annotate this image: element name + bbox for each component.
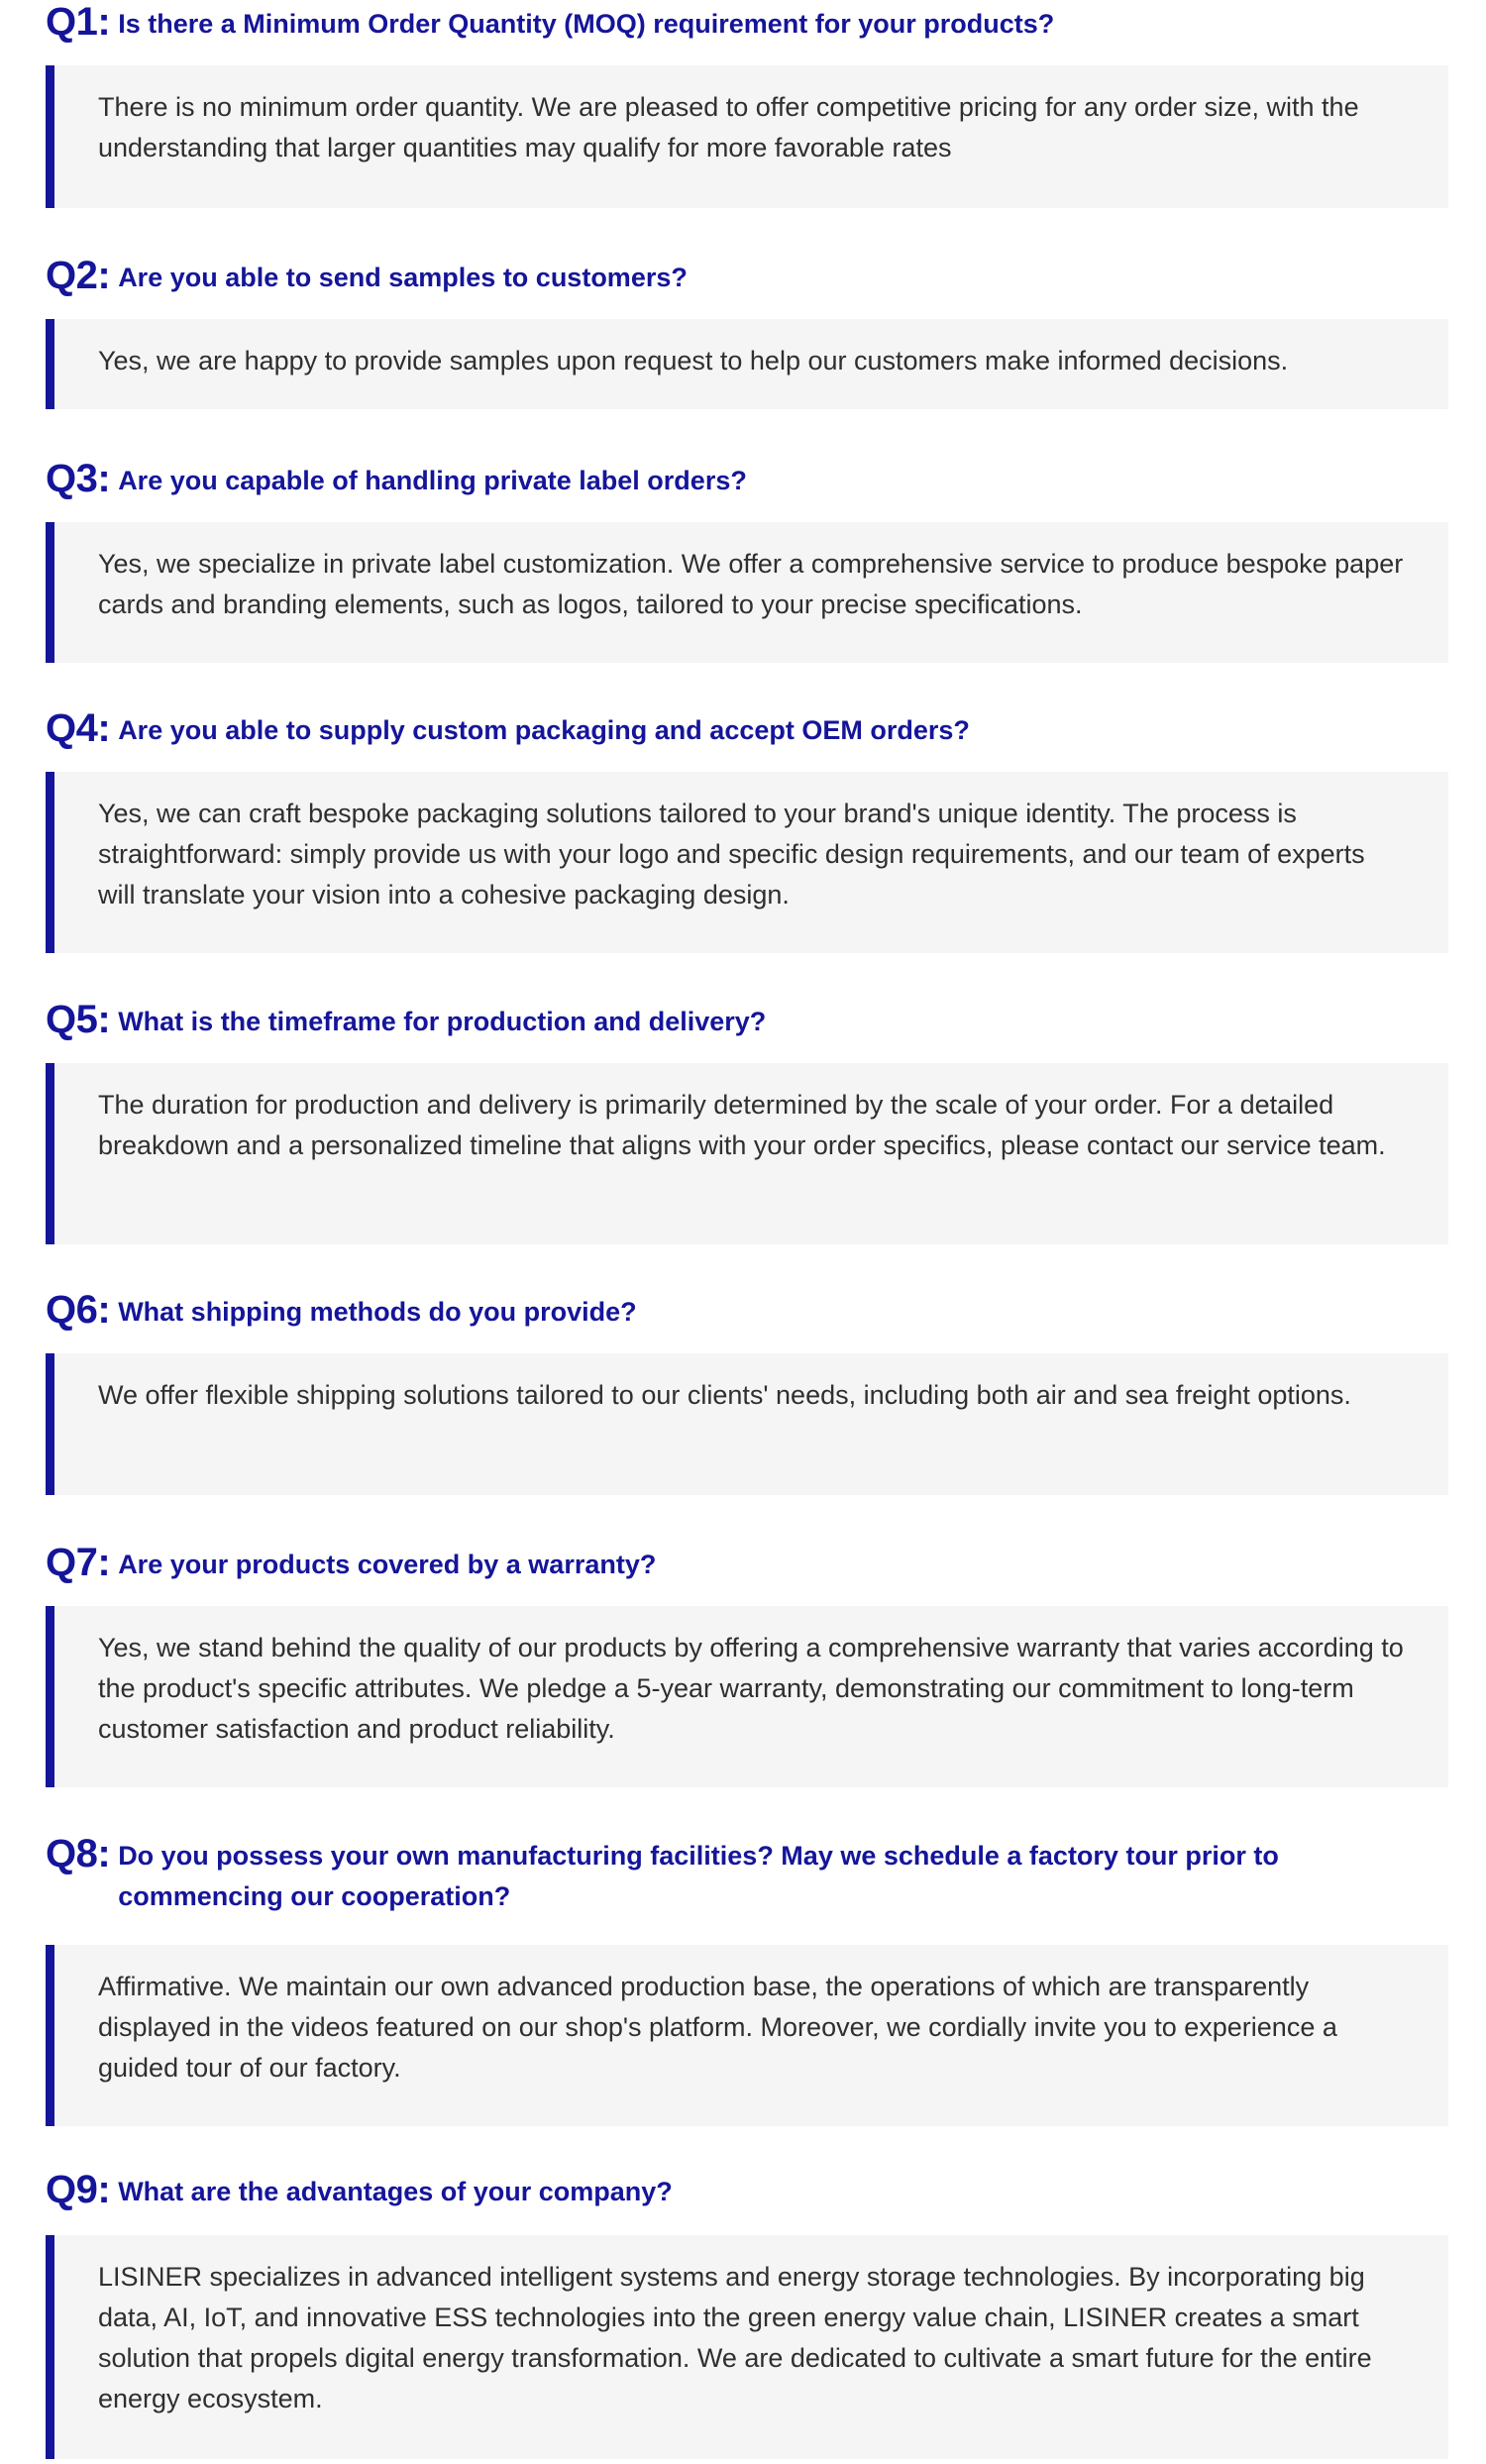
faq-answer-6: We offer flexible shipping solutions tailored to our clients' needs, including both air and sea freight options. (46, 1353, 1448, 1495)
faq-question-4 (46, 706, 1448, 751)
faq-question-6 (46, 1288, 1448, 1333)
faq-answer-7: Yes, we stand behind the quality of our products by offering a comprehensive warranty that varies according to the product's specific attributes. We pledge a 5-year warranty, demonstrating our commitment to long-term customer satisfaction and product reliability. (46, 1606, 1448, 1787)
question-text: Are your products covered by a warranty? (118, 1550, 657, 1579)
question-number: Q8: (46, 1832, 111, 1875)
question-number: Q6: (46, 1288, 111, 1332)
faq-question-2 (46, 254, 1448, 298)
question-text: Are you able to send samples to customers? (118, 263, 688, 292)
faq-question-7 (46, 1541, 1448, 1585)
faq-answer-4: Yes, we can craft bespoke packaging solutions tailored to your brand's unique identity. The process is straightforward: simply provide us with your logo and specific design requirements, and our team of experts will translate your vision into a cohesive packaging design. (46, 772, 1448, 953)
faq-question-5 (46, 998, 1448, 1042)
faq-question-8 (46, 1832, 1448, 1917)
faq-question-3 (46, 457, 1448, 501)
faq-answer-2: Yes, we are happy to provide samples upon request to help our customers make informed decisions. (46, 319, 1448, 409)
question-text: Do you possess your own manufacturing facilities? May we schedule a factory tour prior to commencing our cooperation? (118, 1841, 1279, 1911)
faq-question-9 (46, 2168, 1448, 2212)
question-number: Q9: (46, 2168, 111, 2211)
faq-answer-9: LISINER specializes in advanced intelligent systems and energy storage technologies. By incorporating big data, AI, IoT, and innovative ESS technologies into the green energy value chain, LISINER creates a smart solution that propels digital energy transformation. We are dedicated to cultivate a smart future for the entire energy ecosystem. (46, 2235, 1448, 2459)
faq-answer-3: Yes, we specialize in private label customization. We offer a comprehensive service to produce bespoke paper cards and branding elements, such as logos, tailored to your precise specifications. (46, 522, 1448, 663)
question-text: Are you able to supply custom packaging and accept OEM orders? (118, 715, 970, 745)
question-text: Are you capable of handling private label orders? (118, 466, 747, 495)
question-text: Is there a Minimum Order Quantity (MOQ) requirement for your products? (118, 9, 1055, 39)
question-number: Q5: (46, 998, 111, 1041)
question-text: What are the advantages of your company? (118, 2177, 673, 2206)
faq-question-1 (46, 0, 1448, 45)
question-text: What shipping methods do you provide? (118, 1297, 637, 1327)
question-number: Q2: (46, 254, 111, 297)
faq-answer-8: Affirmative. We maintain our own advanced production base, the operations of which are transparently displayed in the videos featured on our shop's platform. Moreover, we cordially invite you to experience a guided tour of our factory. (46, 1945, 1448, 2126)
question-number: Q4: (46, 706, 111, 750)
faq-answer-1: There is no minimum order quantity. We are pleased to offer competitive pricing for any order size, with the understanding that larger quantities may qualify for more favorable rates (46, 65, 1448, 208)
question-number: Q1: (46, 0, 111, 44)
question-text: What is the timeframe for production and delivery? (118, 1007, 767, 1036)
question-number: Q3: (46, 457, 111, 500)
question-number: Q7: (46, 1541, 111, 1584)
faq-answer-5: The duration for production and delivery is primarily determined by the scale of your order. For a detailed breakdown and a personalized timeline that aligns with your order specifics, please contact our service team. (46, 1063, 1448, 1244)
